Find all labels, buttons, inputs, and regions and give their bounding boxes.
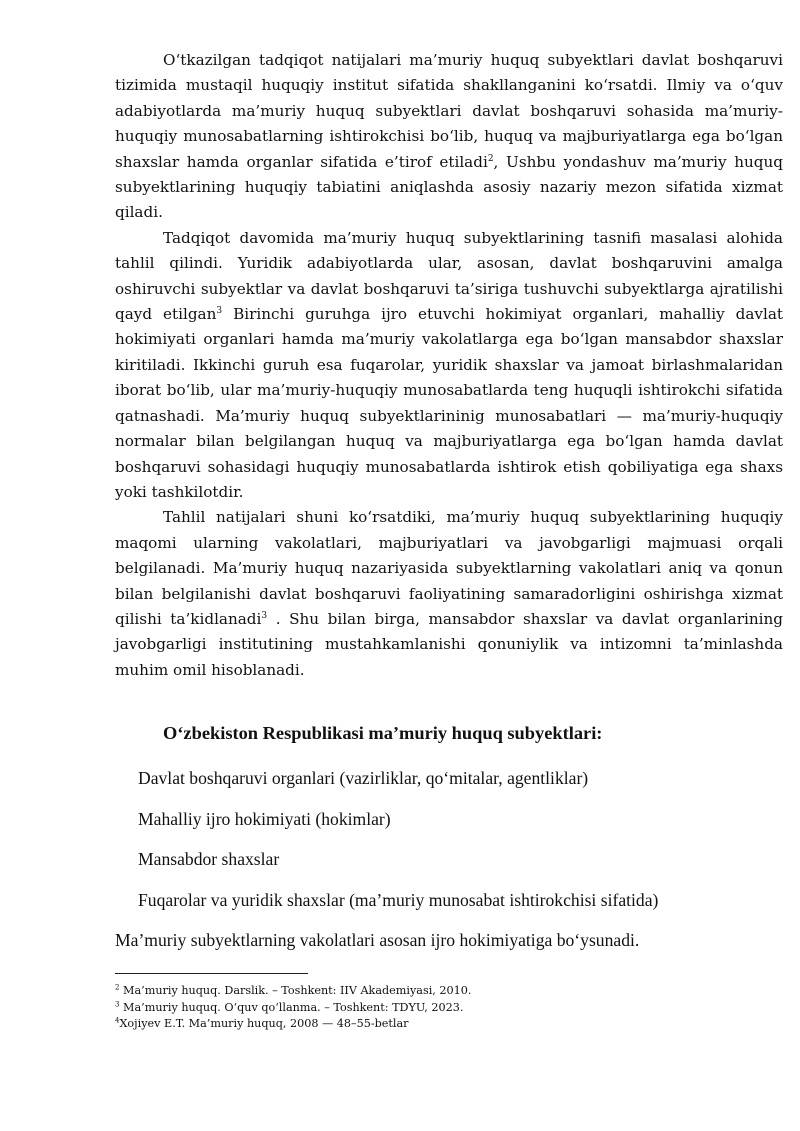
footnote-text: Xojiyev E.T. Ma’muriy huquq, 2008 — 48–55-betlar [119, 1017, 409, 1030]
footnote-text: Ma’muriy huquq. Darslik. – Toshkent: IIV Akademiyasi, 2010. [123, 984, 472, 997]
section-heading: O‘zbekiston Respublikasi ma’muriy huquq subyektlari: [163, 723, 603, 743]
footnote-text: Ma’muriy huquq. O‘quv qo‘llanma. – Toshkent: TDYU, 2023. [123, 1000, 464, 1014]
footnote-reference[interactable]: 2 [487, 153, 494, 164]
footnote-reference[interactable]: 3 [261, 610, 268, 621]
list-item: Davlat boshqaruvi organlari (vazirliklar, qo‘mitalar, agentliklar) [138, 768, 589, 788]
paragraph [115, 505, 783, 683]
paragraph-text: Tahlil natijalari shuni ko‘rsatdiki, ma’muriy huquq subyektlarining huquqiy maqomi ularning vakolatlari, majburiyatlari va javobgarligi majmuasi orqali belgilanadi. Ma’muriy huquq nazariyasida subyektlarning vakolatlari aniq va qonun bilan belgilanishi davlat boshqaruvi faoliyatining samaradorligini oshirishga xizmat qilishi ta’kidlanadi [115, 508, 783, 628]
footnote-number: 2 [115, 983, 120, 992]
footnote-separator [115, 973, 308, 974]
footnote [115, 1000, 471, 1017]
paragraph-text: Tadqiqot davomida ma’muriy huquq subyektlarining tasnifi masalasi alohida tahlil qilindi. Yuridik adabiyotlarda ular, asosan, davlat boshqaruvini amalga oshiruvchi subyektlar va davlat boshqaruvi ta’siriga tushuvchi subyektlarga ajratilishi qayd etilgan [115, 228, 783, 324]
footnote-number: 3 [115, 999, 120, 1008]
paragraph [115, 48, 783, 226]
paragraph-text: O‘tkazilgan tadqiqot natijalari ma’muriy huquq subyektlari davlat boshqaruvi tizimida mustaqil huquqiy institut sifatida shakllanganini ko‘rsatdi. Ilmiy va o‘quv adabiyotlarda ma’muriy huquq subyektlari davlat boshqaruvi sohasida ma’muriy-huquqiy munosabatlarning ishtirokchisi bo‘lib, huquq va majburiyatlarga ega bo‘lgan shaxslar hamda organlar sifatida e’tirof etiladi [115, 51, 783, 171]
paragraph [115, 226, 783, 505]
list-item: Mansabdor shaxslar [138, 849, 280, 869]
list-item: Mahalliy ijro hokimiyati (hokimlar) [138, 808, 391, 829]
footnote [115, 1016, 471, 1033]
footnote [115, 983, 471, 1000]
body-text [115, 48, 783, 683]
paragraph-text-continued: Birinchi guruhga ijro etuvchi hokimiyat organlari, mahalliy davlat hokimiyati organlari hamda ma’muriy vakolatlarga ega bo‘lgan mansabdor shaxslar kiritiladi. Ikkinchi guruh esa fuqarolar, yuridik shaxslar va jamoat birlashmalaridan iborat bo‘lib, ular ma’muriy-huquqiy munosabatlarda teng huquqli ishtirokchi sifatida qatnashadi. Ma’muriy huquq subyektlarininig munosabatlari — ma’muriy-huquqiy normalar bilan belgilangan huquq va majburiyatlarga ega bo‘lgan hamda davlat boshqaruvi sohasidagi huquqiy munosabatlarda ishtirok etish qobiliyatiga ega shaxs yoki tashkilotdir. [115, 305, 783, 501]
closing-sentence: Ma’muriy subyektlarning vakolatlari asosan ijro hokimiyatiga bo‘ysunadi. [115, 930, 640, 950]
footnote-reference[interactable]: 3 [216, 306, 223, 316]
list-item: Fuqarolar va yuridik shaxslar (ma’muriy munosabat ishtirokchisi sifatida) [138, 889, 659, 910]
paragraph-text-continued: . Shu bilan birga, mansabdor shaxslar va davlat organlarining javobgarligi institutining mustahkamlanishi qonuniylik va intizomni ta’minlashda muhim omil hisoblanadi. [115, 609, 783, 679]
paragraph-text-continued: , Ushbu yondashuv ma’muriy huquq subyektlarining huquqiy tabiatini aniqlashda asosiy nazariy mezon sifatida xizmat qiladi. [115, 152, 783, 222]
subjects-list [138, 766, 658, 928]
footnote-number: 4 [115, 1016, 120, 1025]
footnotes [115, 983, 471, 1033]
